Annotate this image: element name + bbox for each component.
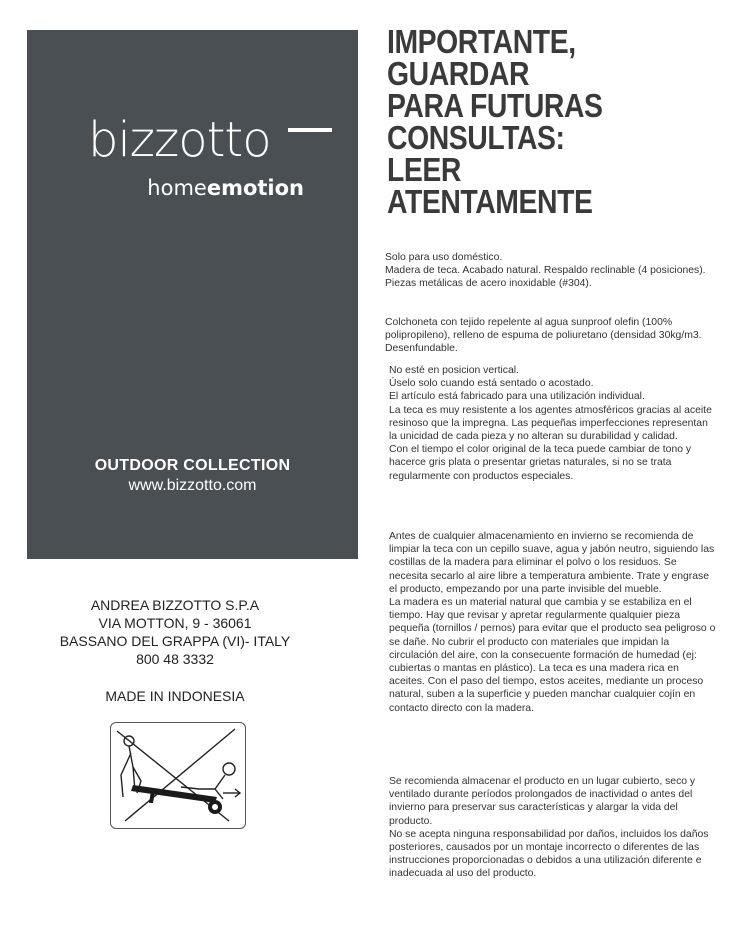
body-paragraph-cushion: Colchoneta con tejido repelente al agua sunproof olefin (100% polipropileno), relleno de espuma de poliuretano (densidad 30kg/m3. Desenfundable. <box>385 317 702 355</box>
heading-line: IMPORTANTE, <box>387 23 576 60</box>
brand-logo: bizzotto <box>88 112 271 168</box>
body-paragraph-care: No esté en posicion vertical. Úselo solo cuando está sentado o acostado. El artículo está fabricado para una utilización individual. La teca es muy resistente a los agentes atmosféricos gracias al aceite resinoso que la impregna. Las pequeñas imperfecciones representan la unicidad de cada pieza y no alteran su durabilidad y calidad. Con el tiempo el color original de la teca puede cambiar de tono y hacerce gris plata o presentar grietas naturales, si no se trata regularmente con productos especiales. <box>389 365 712 482</box>
no-lying-recliner-warning-icon <box>110 722 246 829</box>
heading-line: LEER <box>387 151 461 188</box>
heading-line: CONSULTAS: <box>387 119 565 156</box>
page-heading <box>387 23 717 220</box>
tagline-light: home <box>147 176 207 200</box>
brand-tagline <box>147 178 304 199</box>
made-in-label: MADE IN INDONESIA <box>105 688 245 704</box>
warning-pictogram <box>111 723 245 828</box>
company-street: VIA MOTTON, 9 - 36061 <box>98 615 252 631</box>
company-phone: 800 48 3332 <box>136 651 214 667</box>
company-city: BASSANO DEL GRAPPA (VI)- ITALY <box>59 633 291 649</box>
body-paragraph-maintenance: Antes de cualquier almacenamiento en invierno se recomienda de limpiar la teca con un cepillo suave, agua y jabón neutro, siguiendo las costillas de la madera para eliminar el polvo o los residuos. Se necesita secarlo al aire libre a temperatura ambiente. Trate y engrase el producto, empezando por una parte invisible del mueble. La madera es un material natural que cambia y se estabiliza en el tiempo. Hay que revisar y apretar regularmente qualquier pieza pequeña (tornillos / pernos) para evitar que el producto sea peligroso o se dañe. No cubrir el producto con materiales que impidan la circulación del aire, con la consecuente formación de humedad (ej: cubiertas o mantas en plástico). La teca es una madera rica en aceites. Con el paso del tiempo, estos aceites, mediante un proceso natural, suben a la superficie y pueden manchar cualquier cojín en contacto directo con la madera. <box>389 531 716 714</box>
company-name: ANDREA BIZZOTTO S.P.A <box>90 597 260 613</box>
collection-title: OUTDOOR COLLECTION <box>94 457 291 474</box>
tagline-bold: emotion <box>206 176 304 200</box>
body-paragraph-use: Solo para uso doméstico. Madera de teca. Acabado natural. Respaldo reclinable (4 posiciones). Piezas metálicas de acero inoxidable (#304). <box>385 252 706 290</box>
body-paragraph-storage: Se recomienda almacenar el producto en un lugar cubierto, seco y ventilado durante períodos prolongados de inactividad o antes del invierno para preservar sus características y alargar la vida del producto. No se acepta ninguna responsabilidad por daños, incluidos los daños posteriores, causados por un montaje incorrecto o diferentes de las instrucciones proporcionadas o debidos a una utilización diferente e inadecuada al uso del producto. <box>389 776 709 880</box>
heading-line: GUARDAR <box>387 55 530 92</box>
brand-panel <box>27 30 358 559</box>
heading-line: PARA FUTURAS <box>387 87 603 124</box>
heading-line: ATENTAMENTE <box>387 183 593 220</box>
company-address <box>40 596 310 668</box>
logo-bar <box>288 128 332 132</box>
website-link[interactable]: www.bizzotto.com <box>128 477 257 494</box>
